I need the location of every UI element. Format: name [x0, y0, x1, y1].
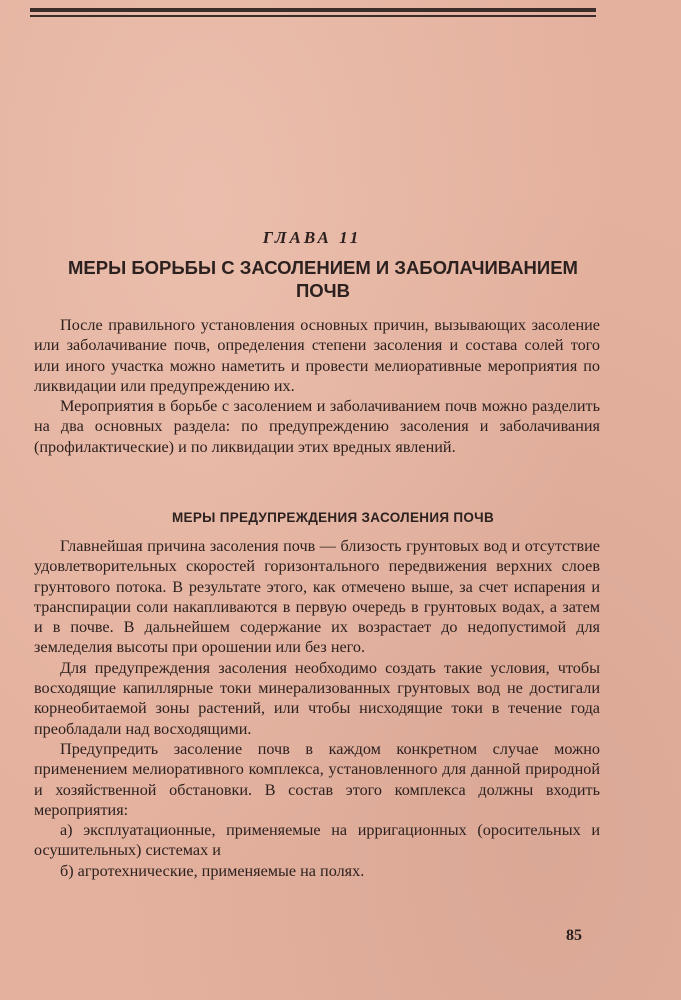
- header-rule-thin: [30, 15, 596, 17]
- chapter-title: МЕРЫ БОРЬБЫ С ЗАСОЛЕНИЕМ И ЗАБОЛАЧИВАНИЕМ ПОЧВ: [68, 257, 578, 301]
- page-number: 85: [566, 927, 582, 944]
- paragraph: После правильного установления основных причин, вызывающих засоление или заболачивание почв, определения степени засоления и состава солей того или иного участка можно наметить и провести мелиоративные мероприятия по ликвидации или предупреждению их.: [34, 316, 600, 395]
- header-rule-thick: [30, 8, 596, 12]
- list-item: б) агротехнические, применяемые на полях.: [60, 861, 365, 880]
- measures-list: [34, 820, 600, 881]
- paragraph: Для предупреждения засоления необходимо создать такие условия, чтобы восходящие капиллярные токи минерализованных грунтовых вод не достигали корнеобитаемой зоны растений, или чтобы нисходящие токи в течение года преобладали над восходящими.: [34, 658, 600, 738]
- paragraph: Мероприятия в борьбе с засолением и заболачиванием почв можно разделить на два основных раздела: по предупреждению засоления и заболачивания (профилактические) и по ликвидации этих вредных явлений.: [34, 397, 600, 456]
- paragraph: Предупредить засоление почв в каждом конкретном случае можно применением мелиоративного комплекса, установленного для данной природной и хозяйственной обстановки. В состав этого комплекса должны входить мероприятия:: [34, 739, 600, 819]
- section-text: [34, 536, 600, 881]
- section-heading: МЕРЫ ПРЕДУПРЕЖДЕНИЯ ЗАСОЛЕНИЯ ПОЧВ: [171, 510, 495, 525]
- list-item: а) эксплуатационные, применяемые на ирригационных (оросительных и осушительных) системах и: [34, 821, 600, 860]
- chapter-label: ГЛАВА 11: [262, 228, 362, 247]
- paragraph: Главнейшая причина засоления почв — близость грунтовых вод и отсутствие удовлетворительных скоростей горизонтального передвижения верхних слоев грунтового потока. В результате этого, как отмечено выше, за счет испарения и транспирации соли накапливаются в первую очередь в грунтовых водах, а затем и в почве. В дальнейшем содержание их возрастает до недопустимой для земледелия высоты при орошении или без него.: [34, 537, 600, 657]
- intro-text: [34, 315, 600, 457]
